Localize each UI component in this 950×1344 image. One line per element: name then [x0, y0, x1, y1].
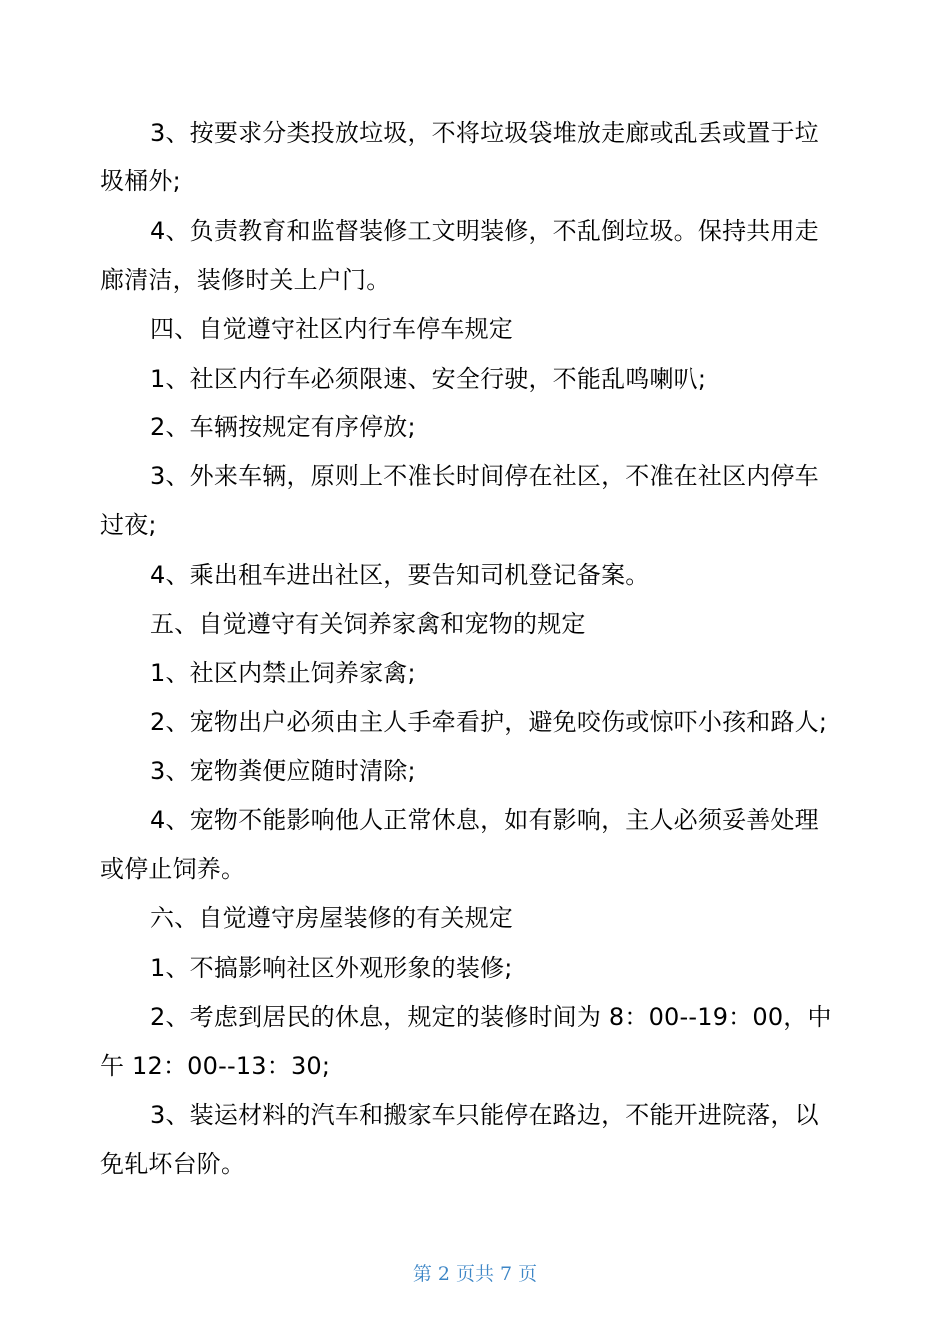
paragraph-line: 免轧坏台阶。 — [100, 1150, 246, 1178]
paragraph-line: 4、宠物不能影响他人正常休息，如有影响，主人必须妥善处理 — [150, 806, 819, 834]
paragraph-line: 4、乘出租车进出社区，要告知司机登记备案。 — [150, 561, 650, 589]
paragraph-line: 过夜; — [100, 511, 157, 539]
paragraph-line: 3、外来车辆，原则上不准长时间停在社区，不准在社区内停车 — [150, 462, 819, 490]
paragraph-line: 1、不搞影响社区外观形象的装修; — [150, 954, 513, 982]
paragraph-line: 圾桶外; — [100, 167, 181, 195]
paragraph-line: 廊清洁，装修时关上户门。 — [100, 266, 391, 294]
section-heading: 六、自觉遵守房屋装修的有关规定 — [150, 904, 513, 932]
section-heading: 五、自觉遵守有关饲养家禽和宠物的规定 — [150, 610, 586, 638]
paragraph-line: 3、按要求分类投放垃圾，不将垃圾袋堆放走廊或乱丢或置于垃 — [150, 119, 819, 147]
page-number-footer: 第 2 页共 7 页 — [412, 1263, 538, 1285]
paragraph-line: 3、宠物粪便应随时清除; — [150, 757, 416, 785]
paragraph-line: 1、社区内禁止饲养家禽; — [150, 659, 416, 687]
paragraph-line: 午 12：00--13：30; — [100, 1052, 331, 1080]
paragraph-line: 2、车辆按规定有序停放; — [150, 413, 416, 441]
paragraph-line: 2、考虑到居民的休息，规定的装修时间为 8：00--19：00，中 — [150, 1003, 832, 1031]
section-heading: 四、自觉遵守社区内行车停车规定 — [150, 315, 513, 343]
paragraph-line: 2、宠物出户必须由主人手牵看护，避免咬伤或惊吓小孩和路人; — [150, 708, 828, 736]
paragraph-line: 4、负责教育和监督装修工文明装修，不乱倒垃圾。保持共用走 — [150, 217, 819, 245]
paragraph-line: 3、装运材料的汽车和搬家车只能停在路边，不能开进院落，以 — [150, 1101, 819, 1129]
paragraph-line: 或停止饲养。 — [100, 855, 246, 883]
paragraph-line: 1、社区内行车必须限速、安全行驶，不能乱鸣喇叭; — [150, 365, 707, 393]
